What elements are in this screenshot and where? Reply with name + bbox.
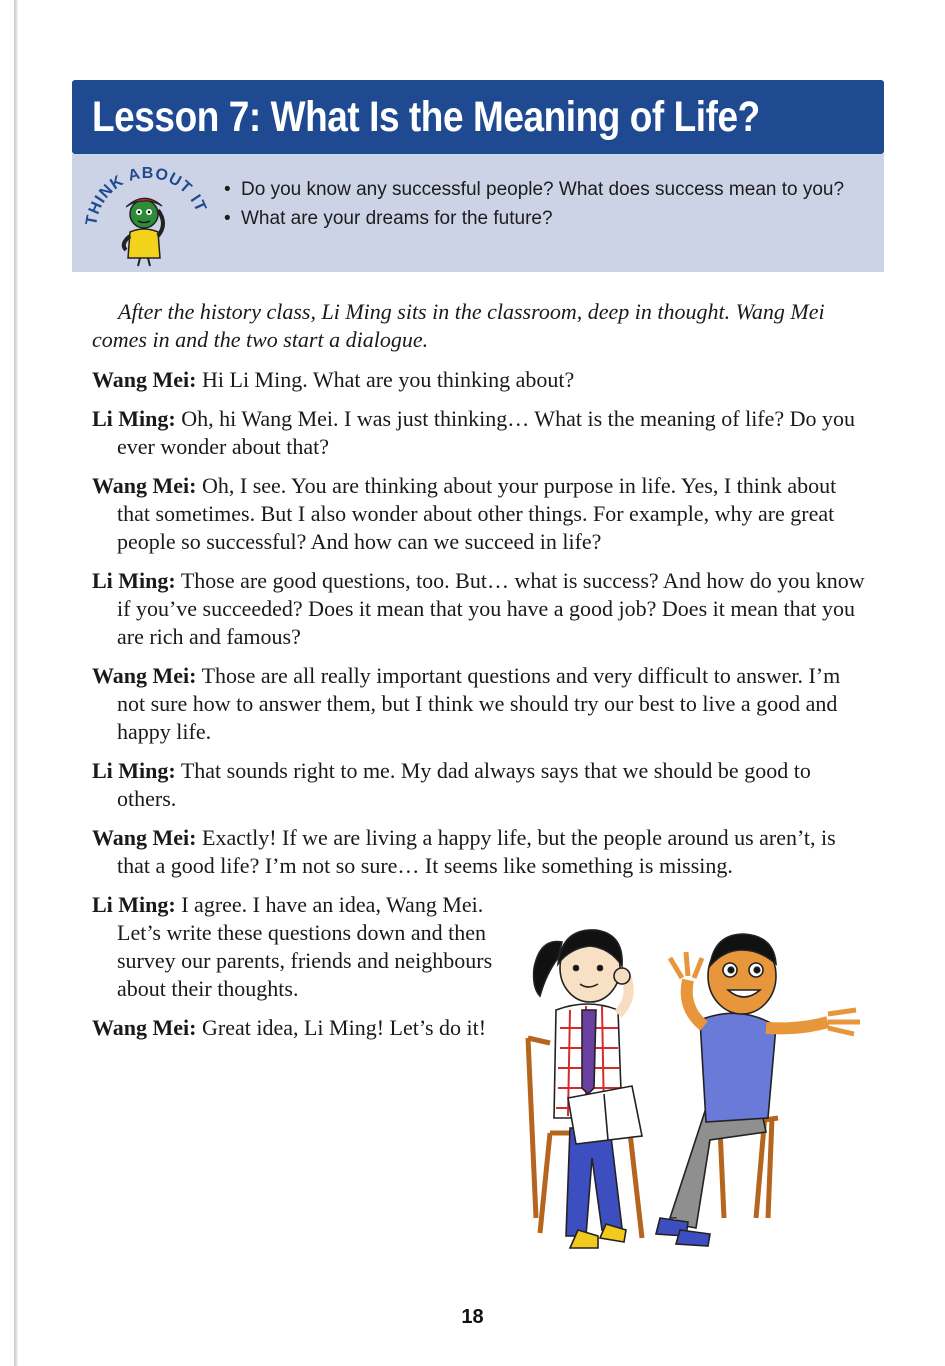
speaker-name: Wang Mei: [92,825,197,850]
think-question: • What are your dreams for the future? [224,205,864,232]
speaker-name: Li Ming: [92,568,176,593]
speaker-name: Li Ming: [92,406,176,431]
page-edge [14,0,18,1366]
dialogue-text: That sounds right to me. My dad always says that we should be good to others. [117,758,811,811]
think-about-it-logo [82,160,212,268]
speaker-name: Wang Mei: [92,663,197,688]
dialogue-line [92,366,872,394]
dialogue-line [92,1014,497,1042]
think-about-it-questions [224,176,864,234]
speaker-name: Li Ming: [92,758,176,783]
speaker-name: Wang Mei: [92,1015,197,1040]
dialogue-line [92,662,872,746]
speaker-name: Wang Mei: [92,473,197,498]
lesson-title: Lesson 7: What Is the Meaning of Life? [92,92,760,141]
dialogue-line [92,567,872,651]
dialogue-line [92,824,872,880]
girl-figure [534,930,642,1248]
speaker-name: Li Ming: [92,892,176,917]
speaker-name: Wang Mei: [92,367,197,392]
intro-paragraph: After the history class, Li Ming sits in the classroom, deep in thought. Wang Mei comes in and the two start a dialogue. [92,299,825,352]
dialogue-text: I agree. I have an idea, Wang Mei. Let’s write these questions down and then survey our parents, friends and neighbours about their thoughts. [117,892,493,1001]
think-about-it-logo-text: THINK ABOUT IT [83,164,210,227]
dialogue-line [92,472,872,556]
dialogue-text: Oh, I see. You are thinking about your purpose in life. Yes, I think about that sometimes. But I also wonder about other things. For example, why are great people so successful? And how can we succeed in life? [117,473,837,554]
students-talking-illustration [510,918,880,1263]
dialogue-text: Those are all really important questions and very difficult to answer. I’m not sure how to answer them, but I think we should try our best to live a good and happy life. [117,663,841,744]
dialogue-text: Exactly! If we are living a happy life, but the people around us aren’t, is that a good life? I’m not so sure… It seems like something is missing. [117,825,836,878]
dialogue-text: Hi Li Ming. What are you thinking about? [196,367,575,392]
dialogue-line [92,757,872,813]
dialogue-text: Great idea, Li Ming! Let’s do it! [196,1015,487,1040]
page-number: 18 [461,1306,484,1328]
dialogue-text: Oh, hi Wang Mei. I was just thinking… What is the meaning of life? Do you ever wonder about that? [117,406,856,459]
dialogue-line [92,405,872,461]
dialogue-line [92,891,497,1003]
think-question: • Do you know any successful people? What does success mean to you? [224,176,864,203]
dialogue-text: Those are good questions, too. But… what is success? And how do you know if you’ve succeeded? Does it mean that you have a good job? Does it mean that you are rich and famous? [117,568,865,649]
lesson-title-bar [72,80,884,154]
think-about-it-box [72,154,884,272]
